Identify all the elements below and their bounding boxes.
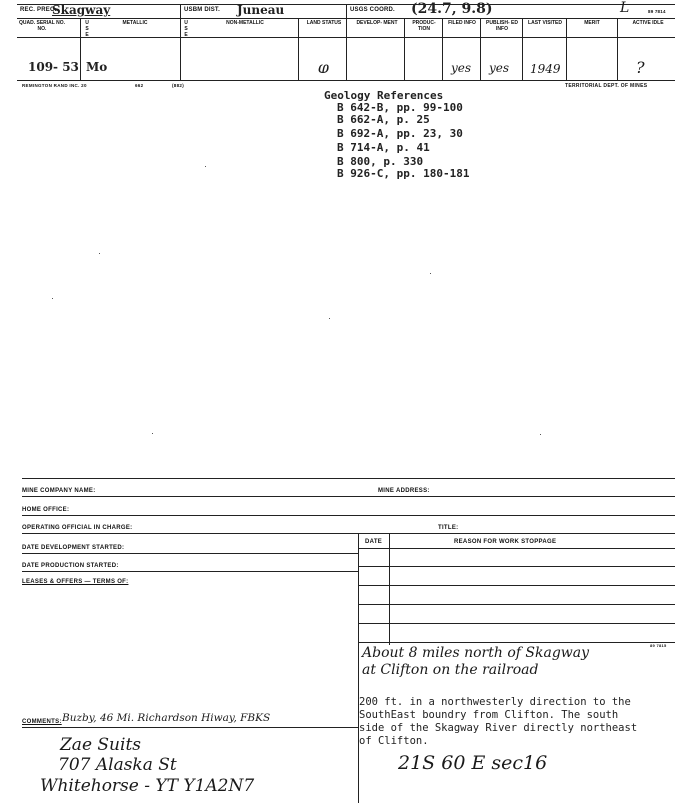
quad-serial-value: 109- 53 <box>28 60 79 74</box>
small-code: 89 7815 <box>650 643 667 648</box>
section-note: 21S 60 E sec16 <box>398 752 548 774</box>
form-number: 89 7814 <box>648 9 666 14</box>
table-line <box>358 604 675 605</box>
col-last-visited: LAST VISITED <box>528 20 562 26</box>
location-note-line2: at Clifton on the railroad <box>362 662 539 678</box>
home-office-label: HOME OFFICE: <box>22 507 70 513</box>
col-sep <box>480 18 481 81</box>
table-date-border <box>389 533 390 645</box>
form-line <box>22 496 675 497</box>
col-published-info: PUBLISH- ED INFO <box>486 20 518 32</box>
rec-prec-value: Skagway <box>52 3 111 17</box>
rec-prec-label: REC. PREC. <box>20 7 57 13</box>
typed-note-line: 200 ft. in a northwesterly direction to the <box>359 696 631 708</box>
col-sep <box>404 18 405 81</box>
geology-ref: B 800, p. 330 <box>337 155 424 168</box>
active-idle-value: ? <box>636 58 645 77</box>
mine-company-label: MINE COMPANY NAME: <box>22 488 96 494</box>
col-use-2: U S E <box>184 20 188 38</box>
geology-ref: B 692-A, pp. 23, 30 <box>337 127 463 140</box>
filed-info-value: yes <box>451 61 472 75</box>
col-sep <box>180 18 181 81</box>
col-land-status: LAND STATUS <box>306 20 342 26</box>
table-line <box>358 623 675 624</box>
geology-ref: B 714-A, p. 41 <box>337 141 430 154</box>
contact-address-line2: Whitehorse - YT Y1A2N7 <box>40 776 255 796</box>
col-sep <box>522 18 523 81</box>
printer-code: 662 <box>135 83 144 88</box>
geology-ref: B 642-B, pp. 99-100 <box>337 101 463 114</box>
date-production-label: DATE PRODUCTION STARTED: <box>22 563 119 569</box>
date-development-label: DATE DEVELOPMENT STARTED: <box>22 545 125 551</box>
usgs-coord-label: USGS COORD. <box>350 7 395 13</box>
divider <box>346 4 347 18</box>
date-column-header: DATE <box>365 539 383 545</box>
col-sep <box>442 18 443 81</box>
last-visited-value: 1949 <box>530 62 561 76</box>
corner-letter: L <box>620 0 630 16</box>
typed-note-line: of Clifton. <box>359 735 429 747</box>
comments-value: Buzby, 46 Mi. Richardson Hiway, FBKS <box>62 712 271 724</box>
reason-column-header: REASON FOR WORK STOPPAGE <box>454 539 557 545</box>
divider <box>180 4 181 18</box>
territorial-dept: TERRITORIAL DEPT. OF MINES <box>565 83 648 89</box>
form-line <box>22 571 358 572</box>
form-line <box>22 533 675 534</box>
metallic-value: Mo <box>86 60 108 74</box>
location-note-line1: About 8 miles north of Skagway <box>362 645 590 661</box>
form-line <box>22 553 358 554</box>
contact-address-line1: 707 Alaska St <box>58 755 177 775</box>
col-production: PRODUC- TION <box>412 20 436 32</box>
operating-official-label: OPERATING OFFICIAL IN CHARGE: <box>22 525 133 531</box>
typed-note-line: side of the Skagway River directly northeast <box>359 722 638 734</box>
usgs-coord-value: (24.7, 9.8) <box>411 1 493 17</box>
form-line <box>22 515 675 516</box>
col-quad-serial: QUAD. SERIAL NO. NO. <box>18 20 66 32</box>
col-sep <box>298 18 299 81</box>
col-sep <box>80 18 81 81</box>
usbm-dist-label: USBM DIST. <box>184 7 221 13</box>
mine-address-label: MINE ADDRESS: <box>378 488 430 494</box>
geology-ref: B 662-A, p. 25 <box>337 113 430 126</box>
comments-label: COMMENTS: <box>22 719 62 725</box>
col-non-metallic: NON-METALLIC <box>226 20 264 26</box>
col-sep <box>346 18 347 81</box>
printer-mark: REMINGTON RAND INC. 20 <box>22 83 87 88</box>
col-merit: MERIT <box>584 20 600 26</box>
geology-ref: B 926-C, pp. 180-181 <box>337 167 470 180</box>
table-line <box>358 548 675 549</box>
col-sep <box>566 18 567 81</box>
col-sep <box>617 18 618 81</box>
form-line <box>22 727 358 728</box>
typed-note-line: SouthEast boundry from Clifton. The south <box>359 709 619 721</box>
col-active-idle: ACTIVE IDLE <box>632 20 664 26</box>
table-line <box>358 585 675 586</box>
row-bottom <box>17 80 675 81</box>
geology-title: Geology References <box>324 89 444 102</box>
col-metallic: METALLIC <box>122 20 148 26</box>
col-filed-info: FILED INFO <box>448 20 476 26</box>
table-line <box>358 566 675 567</box>
col-use-1: U S E <box>85 20 89 38</box>
col-development: DEVELOP- MENT <box>356 20 398 26</box>
form-top-line <box>22 478 675 479</box>
leases-label: LEASES & OFFERS — TERMS OF: <box>22 579 129 585</box>
usbm-dist-value: Juneau <box>237 3 285 17</box>
table-left-border <box>358 533 359 803</box>
printer-code-2: (882) <box>172 83 185 88</box>
table-line <box>358 642 675 643</box>
land-status-mark: ⱷ <box>318 58 330 77</box>
published-info-value: yes <box>489 61 510 75</box>
contact-name: Zae Suits <box>60 735 141 755</box>
title-label: TITLE: <box>438 525 459 531</box>
